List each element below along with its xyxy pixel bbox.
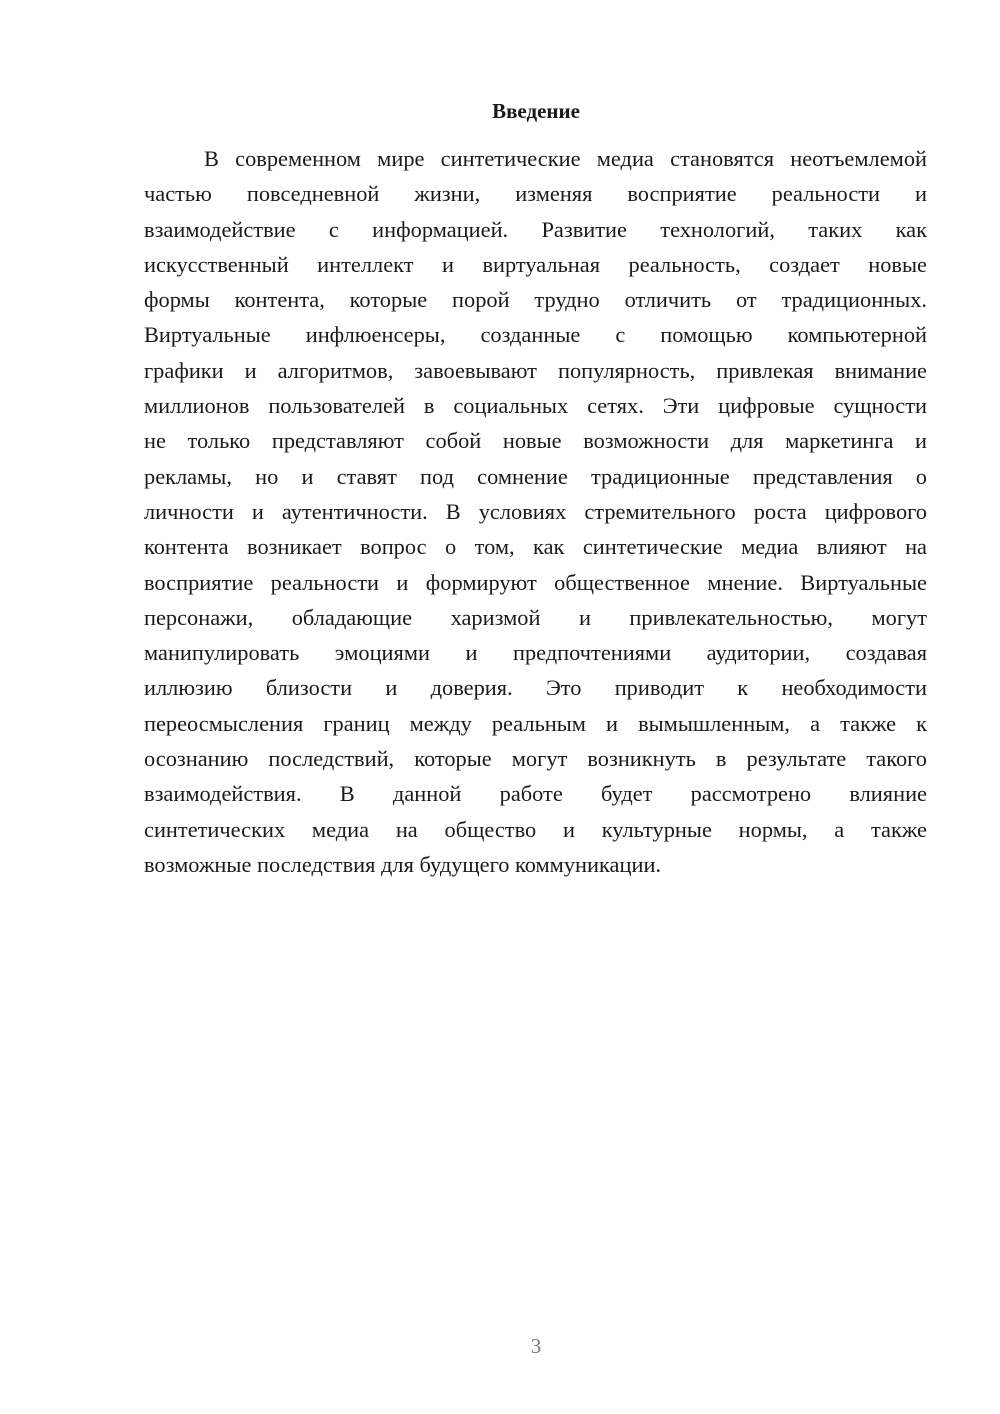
paragraph-line: восприятие реальности и формируют общественное мнение. Виртуальные [144, 569, 927, 595]
paragraph-line: иллюзию близости и доверия. Это приводит к необходимости [144, 675, 927, 701]
paragraph-line: взаимодействия. В данной работе будет рассмотрено влияние [144, 781, 927, 807]
paragraph-line: осознанию последствий, которые могут возникнуть в результате такого [144, 746, 927, 772]
paragraph-line: искусственный интеллект и виртуальная реальность, создает новые [144, 251, 927, 277]
paragraph-line: синтетических медиа на общество и культурные нормы, а также [144, 816, 927, 842]
paragraph-line: формы контента, которые порой трудно отличить от традиционных. [144, 287, 927, 313]
paragraph-line: взаимодействие с информацией. Развитие технологий, таких как [144, 216, 927, 242]
paragraph-line: личности и аутентичности. В условиях стремительного роста цифрового [144, 498, 927, 524]
paragraph-line: графики и алгоритмов, завоевывают популярность, привлекая внимание [144, 357, 927, 383]
introduction-paragraph [144, 141, 927, 882]
paragraph-line: возможные последствия для будущего коммуникации. [144, 851, 662, 877]
paragraph-line: миллионов пользователей в социальных сетях. Эти цифровые сущности [144, 393, 927, 419]
paragraph-line: В современном мире синтетические медиа становятся неотъемлемой [204, 146, 927, 171]
paragraph-line: Виртуальные инфлюенсеры, созданные с помощью компьютерной [144, 322, 927, 348]
page-number: 3 [530, 1334, 542, 1358]
paragraph-line: рекламы, но и ставят под сомнение традиционные представления о [144, 463, 927, 489]
paragraph-line: персонажи, обладающие харизмой и привлекательностью, могут [144, 604, 927, 630]
paragraph-line: частью повседневной жизни, изменяя восприятие реальности и [144, 181, 927, 207]
section-heading: Введение [492, 99, 580, 123]
paragraph-line: манипулировать эмоциями и предпочтениями аудитории, создавая [144, 640, 927, 666]
paragraph-line: не только представляют собой новые возможности для маркетинга и [144, 428, 927, 454]
paragraph-line: переосмысления границ между реальным и вымышленным, а также к [144, 710, 927, 736]
paragraph-line: контента возникает вопрос о том, как синтетические медиа влияют на [144, 534, 927, 560]
